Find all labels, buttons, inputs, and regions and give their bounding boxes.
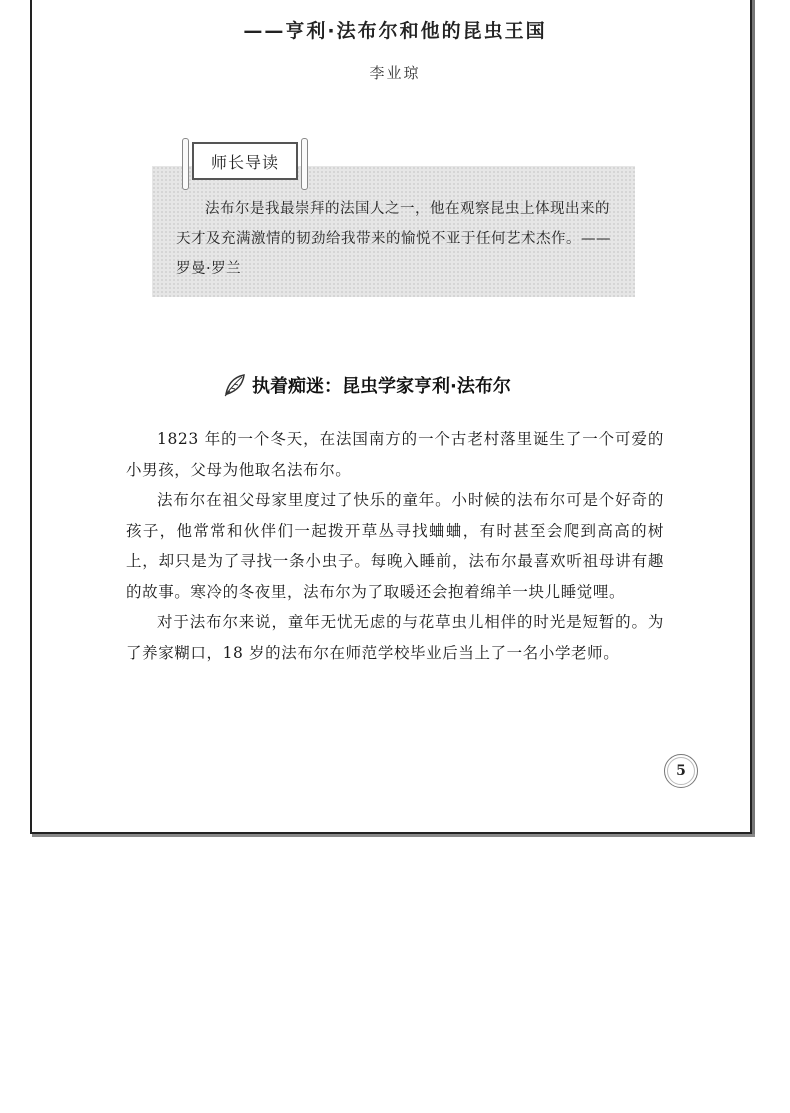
scroll-post-left bbox=[182, 138, 189, 190]
paragraph: 1823 年的一个冬天，在法国南方的一个古老村落里诞生了一个可爱的小男孩，父母为他取名法布尔。 bbox=[126, 430, 664, 479]
chapter-title: ——亨利·法布尔和他的昆虫王国 bbox=[243, 20, 547, 42]
author-name: 李业琼 bbox=[369, 64, 421, 82]
book-page bbox=[30, 0, 752, 834]
section-heading bbox=[222, 372, 511, 398]
page-shadow-bottom bbox=[32, 834, 755, 837]
paragraph: 对于法布尔来说，童年无忧无虑的与花草虫儿相伴的时光是短暂的。为了养家糊口，18 岁的法布尔在师范学校毕业后当上了一名小学老师。 bbox=[126, 613, 664, 662]
guide-box bbox=[152, 166, 635, 297]
scroll-post-right bbox=[301, 138, 308, 190]
guide-tab bbox=[188, 138, 302, 182]
page-number: 5 bbox=[664, 754, 698, 788]
leaf-icon bbox=[222, 372, 248, 398]
section-heading-text: 执着痴迷：昆虫学家亨利·法布尔 bbox=[252, 376, 511, 397]
page-shadow-right bbox=[752, 0, 755, 836]
paragraph: 法布尔在祖父母家里度过了快乐的童年。小时候的法布尔可是个好奇的孩子，他常常和伙伴们一起拨开草丛寻找蛐蛐，有时甚至会爬到高高的树上，却只是为了寻找一条小虫子。每晚入睡前，法布尔最喜欢听祖母讲有趣的故事。寒冷的冬夜里，法布尔为了取暖还会抱着绵羊一块儿睡觉哩。 bbox=[126, 491, 664, 601]
guide-tab-label: 师长导读 bbox=[192, 142, 298, 180]
guide-quote: 法布尔是我最崇拜的法国人之一，他在观察昆虫上体现出来的天才及充满激情的韧劲给我带来的愉悦不亚于任何艺术杰作。——罗曼·罗兰 bbox=[176, 201, 611, 277]
body-text bbox=[126, 424, 664, 668]
